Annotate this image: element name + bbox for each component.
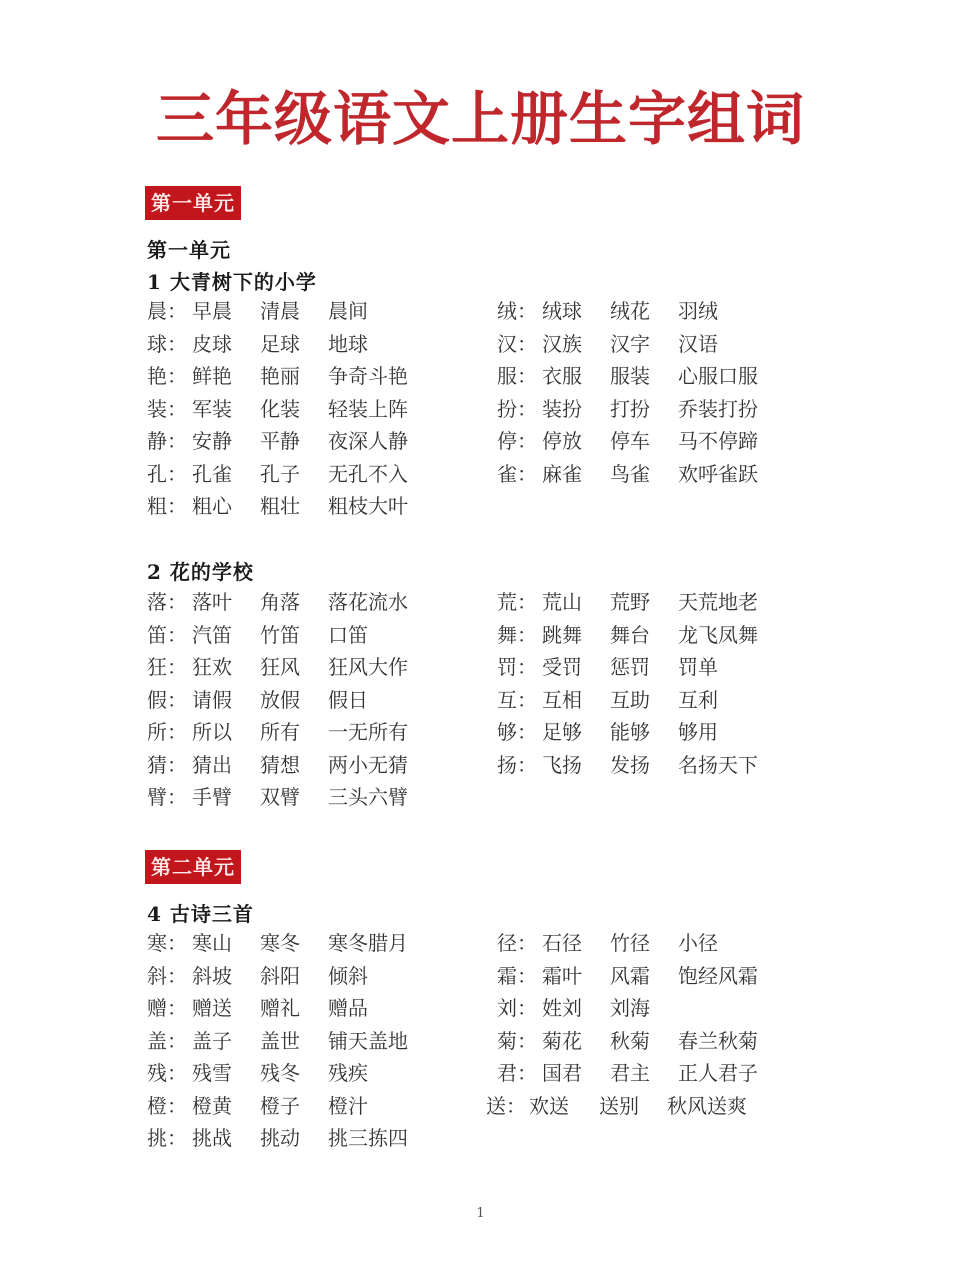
word: 倾斜 <box>328 963 368 988</box>
character-label: 霜： <box>497 963 537 988</box>
word: 罚单 <box>678 655 718 679</box>
word: 盖世 <box>260 1028 300 1053</box>
character-label: 寒： <box>147 931 187 955</box>
word: 天荒地老 <box>678 590 758 614</box>
character-label: 汉： <box>497 331 537 356</box>
word: 汉族 <box>542 331 582 356</box>
character-label: 粗： <box>147 494 187 518</box>
word: 互相 <box>542 687 582 712</box>
word: 安静 <box>192 429 232 453</box>
word: 送别 <box>599 1093 639 1118</box>
word: 菊花 <box>542 1028 582 1053</box>
word: 皮球 <box>192 331 232 356</box>
unit-badge: 第一单元 <box>145 186 241 220</box>
word: 落花流水 <box>328 590 408 614</box>
word: 清晨 <box>260 299 300 323</box>
word: 假日 <box>328 687 368 712</box>
word: 饱经风霜 <box>678 963 758 988</box>
word: 狂风 <box>260 655 300 679</box>
word: 霜叶 <box>542 963 582 988</box>
word: 互利 <box>678 687 718 712</box>
character-label: 笛： <box>147 622 187 647</box>
character-label: 舞： <box>497 622 537 647</box>
word: 衣服 <box>542 364 582 388</box>
word: 寒山 <box>192 931 232 955</box>
word: 麻雀 <box>542 461 582 486</box>
word: 竹径 <box>610 931 650 955</box>
word: 君主 <box>610 1061 650 1085</box>
character-label: 装： <box>147 396 187 421</box>
word: 军装 <box>192 396 232 421</box>
word: 鸟雀 <box>610 461 650 486</box>
lesson-heading: 2 花的学校 <box>147 560 254 584</box>
character-label: 君： <box>497 1061 537 1085</box>
word: 停放 <box>542 429 582 453</box>
character-label: 猜： <box>147 752 187 777</box>
word: 粗心 <box>192 494 232 518</box>
word: 挑三拣四 <box>328 1126 408 1150</box>
word: 狂欢 <box>192 655 232 679</box>
word: 装扮 <box>542 396 582 421</box>
word: 孔雀 <box>192 461 232 486</box>
word: 荒野 <box>610 590 650 614</box>
word: 赠送 <box>192 996 232 1020</box>
word: 残雪 <box>192 1061 232 1085</box>
word: 够用 <box>678 720 718 744</box>
word: 橙子 <box>260 1093 300 1118</box>
word: 挑动 <box>260 1126 300 1150</box>
word: 小径 <box>678 931 718 955</box>
character-label: 赠： <box>147 996 187 1020</box>
character-label: 绒： <box>497 299 537 323</box>
word: 寒冬腊月 <box>328 931 408 955</box>
character-label: 刘： <box>497 996 537 1020</box>
character-label: 晨： <box>147 299 187 323</box>
character-label: 球： <box>147 331 187 356</box>
word: 斜阳 <box>260 963 300 988</box>
word: 发扬 <box>610 752 650 777</box>
character-label: 斜： <box>147 963 187 988</box>
word: 狂风大作 <box>328 655 408 679</box>
word: 艳丽 <box>260 364 300 388</box>
word: 角落 <box>260 590 300 614</box>
word: 手臂 <box>192 785 232 809</box>
character-label: 臂： <box>147 785 187 809</box>
word: 轻装上阵 <box>328 396 408 421</box>
word: 赠品 <box>328 996 368 1020</box>
word: 猜想 <box>260 752 300 777</box>
word: 飞扬 <box>542 752 582 777</box>
word: 铺天盖地 <box>328 1028 408 1053</box>
word: 孔子 <box>260 461 300 486</box>
word: 所有 <box>260 720 300 744</box>
word: 打扮 <box>610 396 650 421</box>
character-label: 互： <box>497 687 537 712</box>
word: 残疾 <box>328 1061 368 1085</box>
word: 刘海 <box>610 996 650 1020</box>
word: 羽绒 <box>678 299 718 323</box>
word: 放假 <box>260 687 300 712</box>
character-label: 静： <box>147 429 187 453</box>
word: 三头六臂 <box>328 785 408 809</box>
word: 一无所有 <box>328 720 408 744</box>
word: 粗枝大叶 <box>328 494 408 518</box>
word: 能够 <box>610 720 650 744</box>
word: 停车 <box>610 429 650 453</box>
word: 晨间 <box>328 299 368 323</box>
page-title: 三年级语文上册生字组词 <box>155 85 805 153</box>
character-label: 残： <box>147 1061 187 1085</box>
unit-sub-heading: 第一单元 <box>147 238 231 262</box>
word: 风霜 <box>610 963 650 988</box>
character-label: 艳： <box>147 364 187 388</box>
character-label: 服： <box>497 364 537 388</box>
word: 绒花 <box>610 299 650 323</box>
word: 石径 <box>542 931 582 955</box>
character-label: 菊： <box>497 1028 537 1053</box>
word: 粗壮 <box>260 494 300 518</box>
word: 双臂 <box>260 785 300 809</box>
word: 乔装打扮 <box>678 396 758 421</box>
word: 所以 <box>192 720 232 744</box>
word: 夜深人静 <box>328 429 408 453</box>
word: 争奇斗艳 <box>328 364 408 388</box>
word: 赠礼 <box>260 996 300 1020</box>
word: 足球 <box>260 331 300 356</box>
word: 服装 <box>610 364 650 388</box>
word: 猜出 <box>192 752 232 777</box>
word: 姓刘 <box>542 996 582 1020</box>
character-label: 停： <box>497 429 537 453</box>
word: 汽笛 <box>192 622 232 647</box>
word: 地球 <box>328 331 368 356</box>
word: 国君 <box>542 1061 582 1085</box>
page-number: 1 <box>476 1206 485 1221</box>
character-label: 荒： <box>497 590 537 614</box>
word: 跳舞 <box>542 622 582 647</box>
character-label: 径： <box>497 931 537 955</box>
word: 两小无猜 <box>328 752 408 777</box>
word: 春兰秋菊 <box>678 1028 758 1053</box>
word: 秋风送爽 <box>667 1093 747 1118</box>
word: 龙飞凤舞 <box>678 622 758 647</box>
character-label: 橙： <box>147 1093 187 1118</box>
word: 心服口服 <box>678 364 758 388</box>
word: 落叶 <box>192 590 232 614</box>
word: 舞台 <box>610 622 650 647</box>
word: 正人君子 <box>678 1061 758 1085</box>
word: 惩罚 <box>610 655 650 679</box>
word: 早晨 <box>192 299 232 323</box>
word: 秋菊 <box>610 1028 650 1053</box>
character-label: 罚： <box>497 655 537 679</box>
word: 平静 <box>260 429 300 453</box>
character-label: 挑： <box>147 1126 187 1150</box>
character-label: 够： <box>497 720 537 744</box>
word: 鲜艳 <box>192 364 232 388</box>
word: 口笛 <box>328 622 368 647</box>
character-label: 扬： <box>497 752 537 777</box>
character-label: 假： <box>147 687 187 712</box>
lesson-heading: 1 大青树下的小学 <box>147 270 317 294</box>
word: 橙黄 <box>192 1093 232 1118</box>
word: 汉语 <box>678 331 718 356</box>
character-label: 盖： <box>147 1028 187 1053</box>
word: 竹笛 <box>260 622 300 647</box>
word: 欢呼雀跃 <box>678 461 758 486</box>
character-label: 送： <box>486 1093 526 1118</box>
character-label: 扮： <box>497 396 537 421</box>
word: 斜坡 <box>192 963 232 988</box>
character-label: 狂： <box>147 655 187 679</box>
word: 名扬天下 <box>678 752 758 777</box>
word: 寒冬 <box>260 931 300 955</box>
word: 请假 <box>192 687 232 712</box>
word: 足够 <box>542 720 582 744</box>
character-label: 所： <box>147 720 187 744</box>
word: 盖子 <box>192 1028 232 1053</box>
word: 橙汁 <box>328 1093 368 1118</box>
character-label: 孔： <box>147 461 187 486</box>
word: 马不停蹄 <box>678 429 758 453</box>
word: 互助 <box>610 687 650 712</box>
character-label: 落： <box>147 590 187 614</box>
word: 欢送 <box>529 1093 569 1118</box>
unit-badge: 第二单元 <box>145 850 241 884</box>
word: 残冬 <box>260 1061 300 1085</box>
word: 化装 <box>260 396 300 421</box>
word: 受罚 <box>542 655 582 679</box>
word: 绒球 <box>542 299 582 323</box>
character-label: 雀： <box>497 461 537 486</box>
word: 挑战 <box>192 1126 232 1150</box>
lesson-heading: 4 古诗三首 <box>147 902 254 926</box>
word: 无孔不入 <box>328 461 408 486</box>
word: 荒山 <box>542 590 582 614</box>
word: 汉字 <box>610 331 650 356</box>
